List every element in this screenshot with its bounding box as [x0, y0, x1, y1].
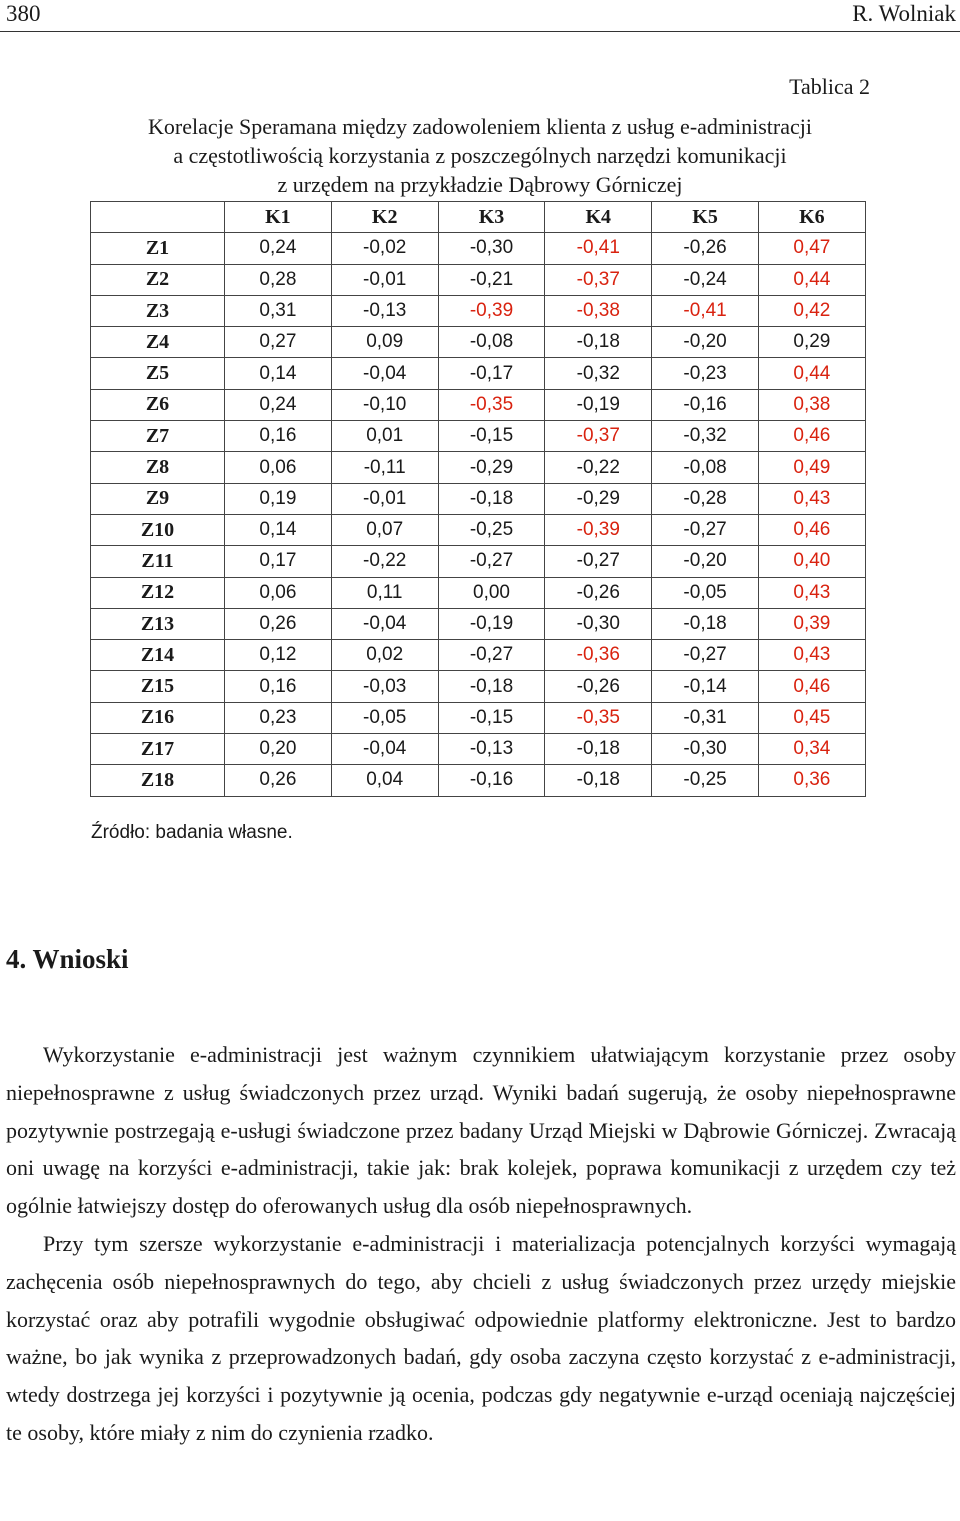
table-cell: -0,18: [545, 765, 652, 796]
caption-line: Korelacje Speramana między zadowoleniem klienta z usług e-administracji: [147, 114, 813, 139]
running-head: [0, 0, 960, 32]
table-cell: 0,24: [225, 233, 332, 264]
table-cell: -0,24: [652, 264, 759, 295]
table-row: [91, 546, 866, 577]
table-cell: -0,21: [438, 264, 545, 295]
table-cell: -0,19: [438, 608, 545, 639]
table-header-row: [91, 202, 866, 233]
table-cell: -0,10: [331, 389, 438, 420]
table-row: [91, 389, 866, 420]
table-cell: 0,28: [225, 264, 332, 295]
header-cell-k2: K2: [331, 202, 438, 233]
table-cell: -0,13: [331, 295, 438, 326]
table-caption: [80, 112, 880, 199]
row-label: Z14: [91, 640, 225, 671]
table-cell: -0,05: [652, 577, 759, 608]
table-cell: 0,29: [758, 327, 865, 358]
table-cell: -0,26: [652, 233, 759, 264]
table-cell: -0,27: [652, 640, 759, 671]
table-row: [91, 577, 866, 608]
table-cell: -0,35: [438, 389, 545, 420]
table-cell: -0,35: [545, 702, 652, 733]
table-cell: -0,19: [545, 389, 652, 420]
table-cell: 0,11: [331, 577, 438, 608]
table-cell: -0,27: [438, 546, 545, 577]
header-cell-blank: [91, 202, 225, 233]
table-cell: -0,32: [652, 421, 759, 452]
table-cell: 0,39: [758, 608, 865, 639]
row-label: Z16: [91, 702, 225, 733]
table-cell: 0,34: [758, 734, 865, 765]
table-cell: 0,44: [758, 264, 865, 295]
table-cell: 0,49: [758, 452, 865, 483]
table-cell: 0,07: [331, 514, 438, 545]
table-body: [91, 233, 866, 796]
table-cell: 0,16: [225, 671, 332, 702]
table-cell: -0,15: [438, 421, 545, 452]
header-cell-k6: K6: [758, 202, 865, 233]
table-cell: -0,30: [438, 233, 545, 264]
table-cell: 0,38: [758, 389, 865, 420]
table-row: [91, 483, 866, 514]
table-label: Tablica 2: [789, 74, 870, 99]
table-cell: 0,40: [758, 546, 865, 577]
table-cell: 0,43: [758, 483, 865, 514]
table-cell: -0,20: [652, 327, 759, 358]
table-cell: 0,24: [225, 389, 332, 420]
table-cell: 0,26: [225, 608, 332, 639]
table-cell: -0,41: [652, 295, 759, 326]
row-label: Z5: [91, 358, 225, 389]
body-text: [6, 1036, 956, 1452]
table-cell: -0,37: [545, 421, 652, 452]
row-label: Z12: [91, 577, 225, 608]
table-cell: -0,29: [545, 483, 652, 514]
table-cell: -0,29: [438, 452, 545, 483]
table-row: [91, 452, 866, 483]
table-cell: -0,26: [545, 671, 652, 702]
table-cell: -0,36: [545, 640, 652, 671]
table-cell: 0,00: [438, 577, 545, 608]
table-cell: -0,25: [652, 765, 759, 796]
table-cell: -0,18: [438, 483, 545, 514]
table-cell: -0,01: [331, 483, 438, 514]
table-cell: 0,43: [758, 577, 865, 608]
row-label: Z17: [91, 734, 225, 765]
header-cell-k5: K5: [652, 202, 759, 233]
table-cell: -0,39: [545, 514, 652, 545]
row-label: Z3: [91, 295, 225, 326]
table-cell: 0,20: [225, 734, 332, 765]
table-cell: 0,36: [758, 765, 865, 796]
table-cell: 0,06: [225, 577, 332, 608]
table-cell: 0,46: [758, 671, 865, 702]
table-cell: -0,16: [438, 765, 545, 796]
table-cell: 0,12: [225, 640, 332, 671]
table-cell: -0,17: [438, 358, 545, 389]
table-cell: 0,46: [758, 421, 865, 452]
table-row: [91, 765, 866, 796]
table-cell: -0,04: [331, 608, 438, 639]
table-cell: -0,38: [545, 295, 652, 326]
table-cell: -0,22: [545, 452, 652, 483]
table-cell: -0,14: [652, 671, 759, 702]
table-cell: 0,31: [225, 295, 332, 326]
table-cell: 0,45: [758, 702, 865, 733]
table-row: [91, 233, 866, 264]
table-cell: -0,04: [331, 358, 438, 389]
header-cell-k4: K4: [545, 202, 652, 233]
row-label: Z9: [91, 483, 225, 514]
row-label: Z15: [91, 671, 225, 702]
table-cell: -0,37: [545, 264, 652, 295]
table-cell: -0,02: [331, 233, 438, 264]
running-head-author: R. Wolniak: [852, 1, 956, 26]
row-label: Z2: [91, 264, 225, 295]
table-cell: 0,19: [225, 483, 332, 514]
table-row: [91, 514, 866, 545]
table-cell: -0,30: [545, 608, 652, 639]
table-cell: 0,14: [225, 358, 332, 389]
table-cell: 0,47: [758, 233, 865, 264]
table-row: [91, 608, 866, 639]
table-row: [91, 264, 866, 295]
table-cell: 0,16: [225, 421, 332, 452]
table-row: [91, 640, 866, 671]
table-cell: -0,01: [331, 264, 438, 295]
table-cell: -0,11: [331, 452, 438, 483]
page-number: 380: [6, 1, 41, 26]
table-row: [91, 702, 866, 733]
table-cell: -0,04: [331, 734, 438, 765]
table-cell: -0,25: [438, 514, 545, 545]
table-cell: 0,26: [225, 765, 332, 796]
correlation-table: [90, 201, 866, 797]
table-cell: -0,18: [438, 671, 545, 702]
table-row: [91, 358, 866, 389]
table-cell: -0,27: [438, 640, 545, 671]
row-label: Z18: [91, 765, 225, 796]
row-label: Z8: [91, 452, 225, 483]
table-cell: -0,27: [545, 546, 652, 577]
table-cell: -0,22: [331, 546, 438, 577]
table-cell: -0,13: [438, 734, 545, 765]
table-cell: 0,06: [225, 452, 332, 483]
table-cell: 0,46: [758, 514, 865, 545]
table-cell: -0,23: [652, 358, 759, 389]
table-cell: -0,05: [331, 702, 438, 733]
table-cell: -0,26: [545, 577, 652, 608]
table-cell: 0,09: [331, 327, 438, 358]
table-source-note: Źródło: badania własne.: [91, 822, 293, 843]
table-cell: -0,31: [652, 702, 759, 733]
table-row: [91, 734, 866, 765]
table-cell: -0,15: [438, 702, 545, 733]
table-row: [91, 327, 866, 358]
section-heading: 4. Wnioski: [6, 944, 129, 974]
table-cell: 0,01: [331, 421, 438, 452]
paragraph: Wykorzystanie e-administracji jest ważnym czynnikiem ułatwiającym korzystanie przez osoby niepełnosprawne z usług świadczonych przez urząd. Wyniki badań sugerują, że osoby niepełnosprawne pozytywnie postrzegają e-usługi świadczone przez badany Urząd Miejski w Dąbrowie Górniczej. Zwracają oni uwagę na korzyści e-administracji, takie jak: brak kolejek, poprawa komunikacji z urzędem czy też ogólnie łatwiejszy dostęp do oferowanych usług dla osób niepełnosprawnych.: [6, 1042, 956, 1219]
table-row: [91, 421, 866, 452]
table-row: [91, 671, 866, 702]
table-cell: 0,44: [758, 358, 865, 389]
table-cell: -0,03: [331, 671, 438, 702]
table-cell: -0,30: [652, 734, 759, 765]
caption-line: z urzędem na przykładzie Dąbrowy Górniczej: [277, 172, 683, 197]
header-cell-k1: K1: [225, 202, 332, 233]
table-cell: 0,04: [331, 765, 438, 796]
table-cell: -0,08: [652, 452, 759, 483]
table-cell: -0,27: [652, 514, 759, 545]
table-cell: 0,14: [225, 514, 332, 545]
table-cell: -0,39: [438, 295, 545, 326]
row-label: Z7: [91, 421, 225, 452]
table-cell: 0,17: [225, 546, 332, 577]
table-cell: 0,42: [758, 295, 865, 326]
table-cell: -0,28: [652, 483, 759, 514]
row-label: Z10: [91, 514, 225, 545]
header-cell-k3: K3: [438, 202, 545, 233]
table-cell: -0,16: [652, 389, 759, 420]
paragraph: Przy tym szersze wykorzystanie e-administracji i materializacja potencjalnych korzyści wymagają zachęcenia osób niepełnosprawnych do tego, aby chcieli z usług świadczonych przez urzędy miejskie korzystać oraz aby potrafili wygodnie obsługiwać odpowiednie platformy elektroniczne. Jest to bardzo ważne, bo jak wynika z przeprowadzonych badań, gdy osoba zaczyna często korzystać z e-administracji, wtedy dostrzega jej korzyści i pozytywnie ją ocenia, podczas gdy negatywnie e-urząd oceniają najczęściej te osoby, które miały z nim do czynienia rzadko.: [6, 1230, 956, 1445]
row-label: Z13: [91, 608, 225, 639]
row-label: Z1: [91, 233, 225, 264]
table-cell: 0,02: [331, 640, 438, 671]
table-cell: -0,32: [545, 358, 652, 389]
row-label: Z6: [91, 389, 225, 420]
table-cell: -0,18: [545, 734, 652, 765]
table-row: [91, 295, 866, 326]
table-cell: -0,18: [545, 327, 652, 358]
table-cell: 0,43: [758, 640, 865, 671]
row-label: Z4: [91, 327, 225, 358]
table-cell: -0,41: [545, 233, 652, 264]
table-cell: 0,27: [225, 327, 332, 358]
row-label: Z11: [91, 546, 225, 577]
table-cell: -0,08: [438, 327, 545, 358]
table-cell: 0,23: [225, 702, 332, 733]
table-cell: -0,20: [652, 546, 759, 577]
caption-line: a częstotliwością korzystania z poszczególnych narzędzi komunikacji: [173, 143, 787, 168]
table-cell: -0,18: [652, 608, 759, 639]
